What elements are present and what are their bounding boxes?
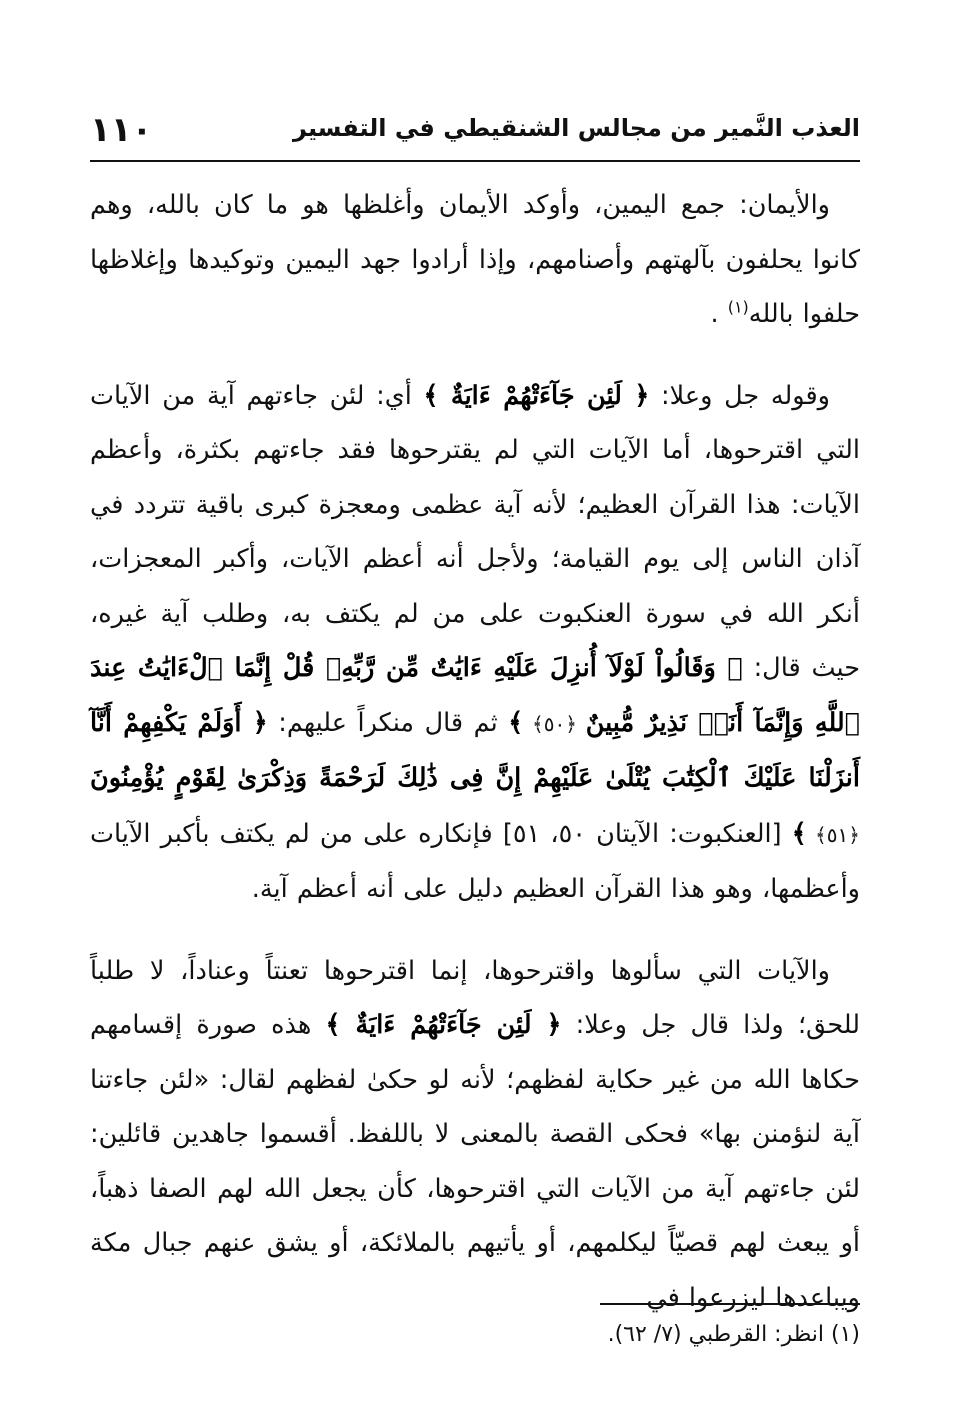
paragraph-1-end: .	[710, 299, 728, 329]
paragraph-2	[90, 369, 860, 917]
paragraph-2-text-3: ثم قال منكراً عليهم:	[267, 707, 509, 738]
ayah-number-51: ﴿٥١﴾	[806, 822, 860, 847]
paragraph-1-text: والأيمان: جمع اليمين، وأوكد الأيمان وأغلظها هو ما كان بالله، وهم كانوا يحلفون بآلهتهم وأصنامهم، وإذا أرادوا جهد اليمين وتوكيدها وإغلاظها حلفوا بالله	[90, 190, 860, 329]
paragraph-3-text-1: والآيات التي سألوها واقترحوها، إنما اقترحوها تعنتاً وعناداً، لا طلباً للحق؛ ولذا قال جل وعلا:	[90, 955, 860, 1040]
quran-quote-1: ﴿ لَئِن جَآءَتْهُمْ ءَايَةٌ ﴾	[423, 380, 650, 411]
ayah-number-50: ﴿٥٠﴾	[523, 711, 586, 736]
quran-quote-3-close: ﴾	[791, 818, 807, 849]
running-title: العذب النَّمير من مجالس الشنقيطي في التفسير	[293, 114, 860, 142]
page-number: ١١٠	[90, 110, 153, 150]
quran-quote-4: ﴿ لَئِن جَآءَتْهُمْ ءَايَةٌ ﴾	[325, 1010, 562, 1040]
quran-quote-3: ﴿ أَوَلَمْ يَكْفِهِمْ أَنَّآ أَنزَلْنَا عَلَيْكَ ٱلْكِتَٰبَ يُتْلَىٰ عَلَيْهِمْ إِنَّ فِى ذَٰلِكَ لَرَحْمَةً وَذِكْرَىٰ لِقَوْمٍ يُؤْمِنُونَ	[90, 707, 860, 793]
footnote: (١) انظر: القرطبي (٧/ ٦٢).	[607, 1322, 860, 1347]
paragraph-3-text-2: هذه صورة إقسامهم حكاها الله من غير حكاية لفظهم؛ لأنه لو حكىٰ لفظهم لقال: «لئن جاءتنا آية لنؤمنن بها» فحكى القصة بالمعنى لا باللفظ. أقسموا جاهدين قائلين: لئن جاءتهم آية من الآيات التي اقترحوها، كأن يجعل الله لهم الصفا ذهباً، أو يبعث لهم قصيّاً ليكلمهم، أو يأتيهم بالملائكة، أو يشق عنهم جبال مكة ويباعدها ليزرعوا في	[90, 1010, 860, 1313]
paragraph-3	[90, 944, 860, 1326]
main-text	[90, 178, 860, 1325]
paragraph-2-text-4: [العنكبوت: الآيتان ٥٠، ٥١] فإنكاره على من لم يكتف بأكبر الآيات وأعظمها، وهو هذا القرآن العظيم دليل على أنه أعظم آية.	[90, 818, 860, 904]
header-divider	[90, 160, 860, 162]
footnote-divider	[600, 1303, 860, 1305]
paragraph-2-text-2: أي: لئن جاءتهم آية من الآيات التي اقترحوها، أما الآيات التي لم يقترحوها فقد جاءتهم بكثرة، وأعظم الآيات: هذا القرآن العظيم؛ لأنه آية عظمى ومعجزة كبرى باقية تتردد في آذان الناس إلى يوم القيامة؛ ولأجل أنه أعظم الآيات، وأكبر المعجزات، أنكر الله في سورة العنكبوت على من لم يكتف به، وطلب آية غيره، حيث قال:	[90, 380, 860, 683]
page-header	[90, 108, 860, 156]
paragraph-2-text-1: وقوله جل وعلا:	[649, 380, 830, 411]
paragraph-1	[90, 178, 860, 342]
quran-quote-2: ﴿ وَقَالُواْ لَوْلَآ أُنزِلَ عَلَيْهِ ءَايَٰتٌ مِّن رَّبِّهِۦ قُلْ إِنَّمَا ٱلْءَايَٰتُ عِندَ ٱللَّهِ وَإِنَّمَآ أَنَا۠ نَذِيرٌ مُّبِينٌ	[90, 653, 861, 738]
quran-quote-2-close: ﴾	[508, 707, 524, 738]
footnote-reference[interactable]: (١)	[727, 297, 749, 317]
